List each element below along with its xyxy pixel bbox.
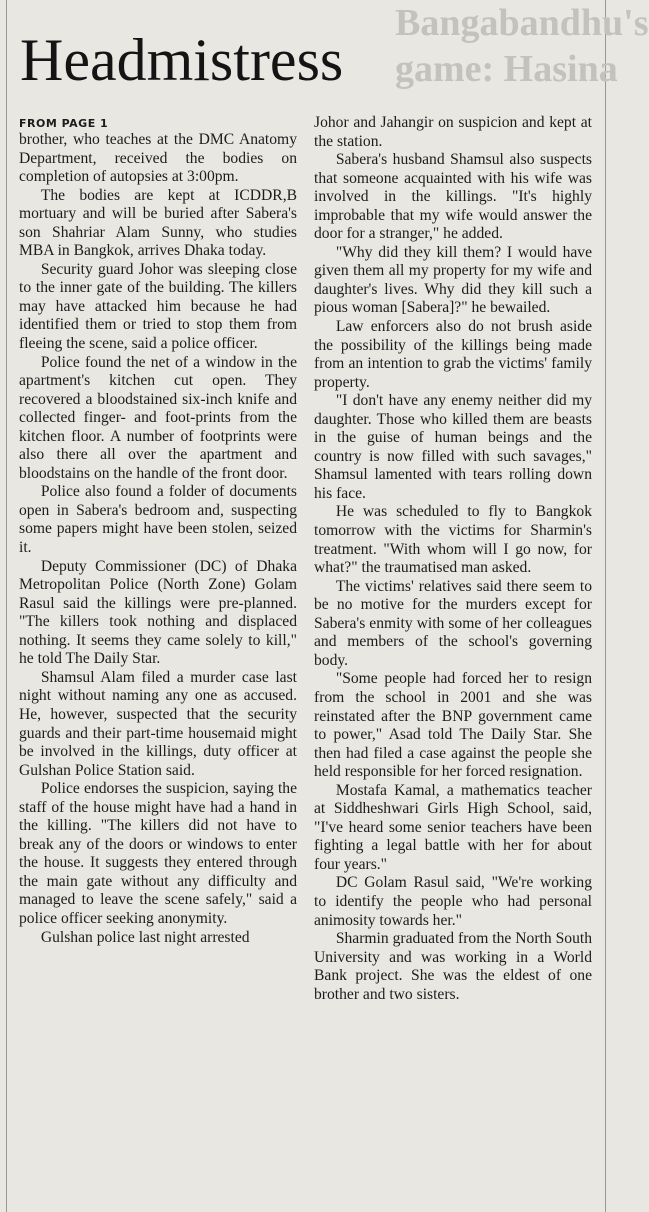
paragraph: Police endorses the suspicion, saying the staff of the house might have had a hand in the killing. "The killers did not have to break any of the doors or windows to enter the house. It suggests they entered through the main gate without any difficulty and managed to leave the scene safely," said a police officer seeking anonymity. [19,780,297,927]
paragraph: brother, who teaches at the DMC Anatomy Department, received the bodies on completion of autopsies at 3:00pm. [19,131,297,186]
paragraph: "Some people had forced her to resign from the school in 2001 and she was reinstated after the BNP government came to power," Asad told The Daily Star. She then had filed a case against the people she held responsible for her forced resignation. [314,670,592,781]
paragraph: He was scheduled to fly to Bangkok tomorrow with the victims for Sharmin's treatment. "With whom will I go now, for what?" the traumatised man asked. [314,503,592,577]
article-column-right [314,114,592,1194]
paragraph: Gulshan police last night arrested [40,928,250,946]
paragraph: DC Golam Rasul said, "We're working to identify the people who had personal animosity towards her." [314,874,592,929]
paragraph: Shamsul Alam filed a murder case last night without naming any one as accused. He, however, suspected that the security guards and their part-time housemaid might be involved in the killings, duty officer at Gulshan Police Station said. [19,668,297,779]
paragraph: Deputy Commissioner (DC) of Dhaka Metropolitan Police (North Zone) Golam Rasul said the killings were pre-planned. "The killers took nothing and displaced nothing. It seems they came solely to kill," he told The Daily Star. [19,557,297,668]
paragraph: Police found the net of a window in the apartment's kitchen cut open. They recovered a bloodstained six-inch knife and collected finger- and foot-prints from the kitchen floor. A number of footprints were also there all over the apartment and bloodstains on the handle of the front door. [19,353,297,482]
jump-kicker: FROM PAGE 1 [19,117,109,130]
paragraph: Sharmin graduated from the North South University and was working in a World Bank project. She was the eldest of one brother and two sisters. [314,930,592,1003]
paragraph: Mostafa Kamal, a mathematics teacher at Siddheshwari Girls High School, said, "I've heard some senior teachers have been fighting a legal battle with her for about four years." [314,781,592,873]
article-column-left [19,114,297,1194]
paragraph: Johor and Jahangir on suspicion and kept at the station. [314,114,592,150]
column-rule-right [605,0,606,1212]
paragraph: "Why did they kill them? I would have given them all my property for my wife and daughter's lives. Why did they kill such a pious woman [Sabera]?" he bewailed. [314,243,592,317]
paragraph: Police also found a folder of documents open in Sabera's bedroom and, suspecting some papers might have been stolen, seized it. [19,483,297,557]
bleed-through-headline [395,0,649,105]
headline: Headmistress [20,20,351,100]
paragraph: "I don't have any enemy neither did my daughter. Those who killed them are beasts in the guise of human beings and the country is now filled with such savages," Shamsul lamented with tears rolling down his face. [314,392,592,502]
paragraph: Law enforcers also do not brush aside the possibility of the killings being made from an intention to grab the victims' family property. [314,318,592,391]
paragraph: The victims' relatives said there seem to be no motive for the murders except for Sabera's enmity with some of her colleagues and members of the school's governing body. [314,577,592,669]
bleed-through-line-2: game: Hasina [395,48,618,90]
column-rule-left [6,0,7,1212]
paragraph: Security guard Johor was sleeping close to the inner gate of the building. The killers may have attacked him because he had identified them or tried to stop them from fleeing the scene, said a police officer. [19,260,297,353]
paragraph: Sabera's husband Shamsul also suspects that someone acquainted with his wife was involved in the killings. "It's highly improbable that my wife would answer the door for a stranger," he added. [314,151,592,243]
bleed-through-line-1: Bangabandhu's [395,2,649,44]
paragraph: The bodies are kept at ICDDR,B mortuary and will be buried after Sabera's son Shahriar Alam Sunny, who studies MBA in Bangkok, arrives Dhaka today. [19,186,297,260]
